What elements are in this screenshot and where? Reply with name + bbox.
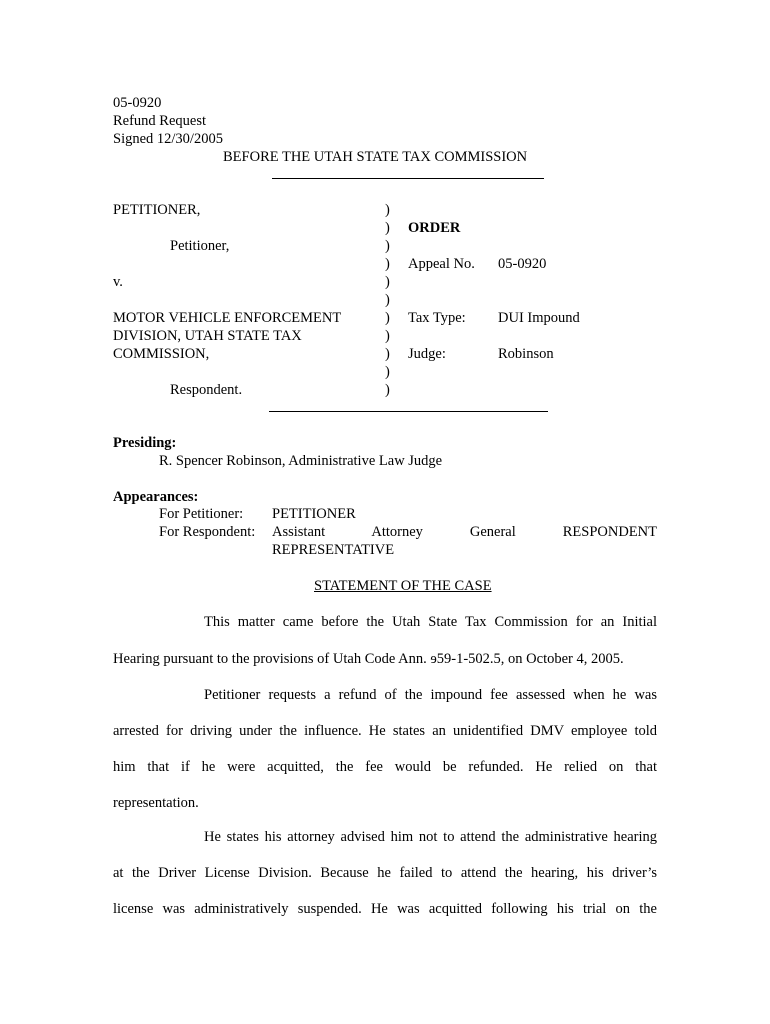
- appeal-label: Appeal No.: [408, 256, 475, 272]
- caption-paren: ): [385, 238, 390, 254]
- petitioner-appearance-label: For Petitioner:: [159, 506, 244, 522]
- petitioner-role: Petitioner,: [170, 238, 230, 254]
- paragraph-line: He states his attorney advised him not to attend the administrative hearing: [204, 829, 657, 845]
- caption-paren: ): [385, 202, 390, 218]
- statement-heading: STATEMENT OF THE CASE: [314, 578, 492, 594]
- judge-value: Robinson: [498, 346, 554, 362]
- respondent-appearance-label: For Respondent:: [159, 524, 256, 540]
- paragraph-line: Petitioner requests a refund of the impound fee assessed when he was: [204, 687, 657, 703]
- respondent-name-line-1: MOTOR VEHICLE ENFORCEMENT: [113, 310, 342, 326]
- tax-type-value: DUI Impound: [498, 310, 580, 326]
- presiding-heading: Presiding:: [113, 435, 177, 451]
- paragraph-line: at the Driver License Division. Because he failed to attend the hearing, his driver’s: [113, 865, 657, 881]
- title-rule: [272, 178, 544, 179]
- document-title: BEFORE THE UTAH STATE TAX COMMISSION: [223, 149, 528, 165]
- respondent-appearance-value-cont: REPRESENTATIVE: [272, 542, 395, 558]
- respondent-name-line-2: DIVISION, UTAH STATE TAX: [113, 328, 302, 344]
- order-heading: ORDER: [408, 220, 461, 236]
- petitioner-name: PETITIONER,: [113, 202, 201, 218]
- caption-paren: ): [385, 274, 390, 290]
- appearances-heading: Appearances:: [113, 489, 199, 505]
- presiding-judge: R. Spencer Robinson, Administrative Law Judge: [159, 453, 443, 469]
- caption-paren: ): [385, 364, 390, 380]
- case-number: 05-0920: [113, 95, 162, 111]
- caption-paren: ): [385, 328, 390, 344]
- respondent-role: Respondent.: [170, 382, 243, 398]
- paragraph-line: him that if he were acquitted, the fee would be refunded. He relied on that: [113, 759, 657, 775]
- caption-paren: ): [385, 310, 390, 326]
- caption-paren: ): [385, 346, 390, 362]
- petitioner-appearance-value: PETITIONER: [272, 506, 356, 522]
- signed-date: Signed 12/30/2005: [113, 131, 223, 147]
- appeal-value: 05-0920: [498, 256, 547, 272]
- paragraph-line: representation.: [113, 795, 199, 811]
- paragraph-line: Hearing pursuant to the provisions of Utah Code Ann. ɘ59-1-502.5, on October 4, 2005.: [113, 651, 624, 667]
- caption-paren: ): [385, 220, 390, 236]
- caption-paren: ): [385, 292, 390, 308]
- caption-rule: [269, 411, 548, 412]
- caption-paren: ): [385, 382, 390, 398]
- versus: v.: [113, 274, 123, 290]
- request-type: Refund Request: [113, 113, 207, 129]
- paragraph-line: arrested for driving under the influence. He states an unidentified DMV employee told: [113, 723, 657, 739]
- tax-type-label: Tax Type:: [408, 310, 466, 326]
- judge-label: Judge:: [408, 346, 446, 362]
- caption-paren: ): [385, 256, 390, 272]
- respondent-name-line-3: COMMISSION,: [113, 346, 210, 362]
- paragraph-line: license was administratively suspended. He was acquitted following his trial on the: [113, 901, 657, 917]
- respondent-appearance-value: Assistant Attorney General RESPONDENT: [272, 524, 657, 540]
- paragraph-line: This matter came before the Utah State Tax Commission for an Initial: [204, 614, 657, 630]
